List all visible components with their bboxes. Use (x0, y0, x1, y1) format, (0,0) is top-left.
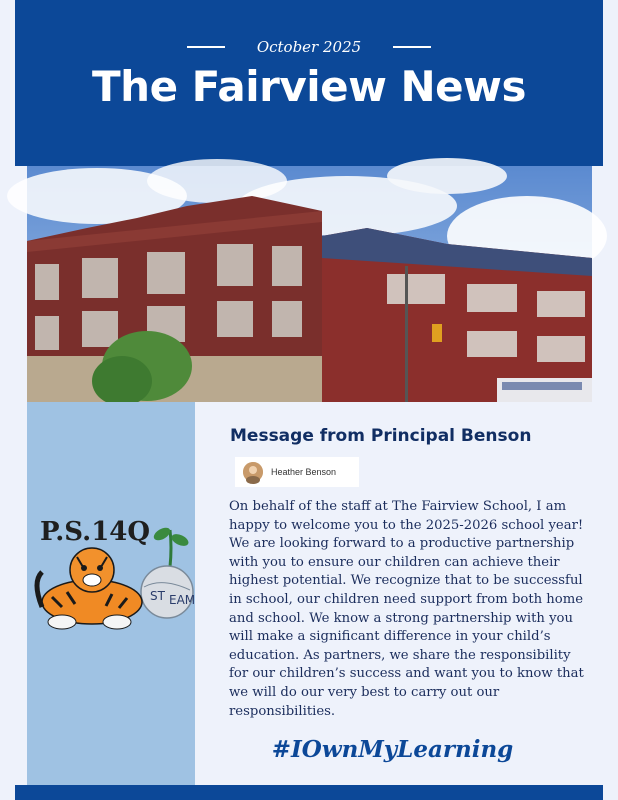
footer-bar (15, 785, 603, 800)
hashtag: #IOwnMyLearning (271, 736, 514, 763)
school-photo-illustration (27, 166, 592, 402)
date-row (15, 38, 603, 56)
svg-text:ST: ST (150, 589, 165, 603)
avatar-icon (243, 462, 263, 482)
logo-text: P.S.14Q (40, 517, 151, 547)
message-heading: Message from Principal Benson (230, 426, 532, 446)
author-name: Heather Benson (271, 467, 337, 477)
author-tag (235, 457, 359, 487)
left-sidebar (27, 402, 195, 785)
issue-date: October 2025 (256, 38, 362, 56)
newsletter-title: The Fairview News (92, 62, 526, 111)
tiger-mascot-logo (32, 512, 196, 642)
logo-illustration (32, 512, 196, 642)
message-body: On behalf of the staff at The Fairview School, I am happy to welcome you to the 2025-2026 school year! We are looking forward to a productive partnership with you to ensure our children can achieve their highest potential. We recognize that to be successful in school, our children need support from both home and school. We know a strong partnership with you will make a significant difference in your child’s education. As partners, we share the responsibility for our children’s success and want you to know that we will do our very best to carry out our responsibilities. (229, 499, 584, 719)
divider-left (187, 46, 225, 48)
avatar (243, 462, 263, 482)
divider-right (393, 46, 431, 48)
school-building-photo (27, 166, 592, 402)
svg-text:EAM: EAM (169, 593, 196, 607)
newsletter-header (15, 0, 603, 166)
